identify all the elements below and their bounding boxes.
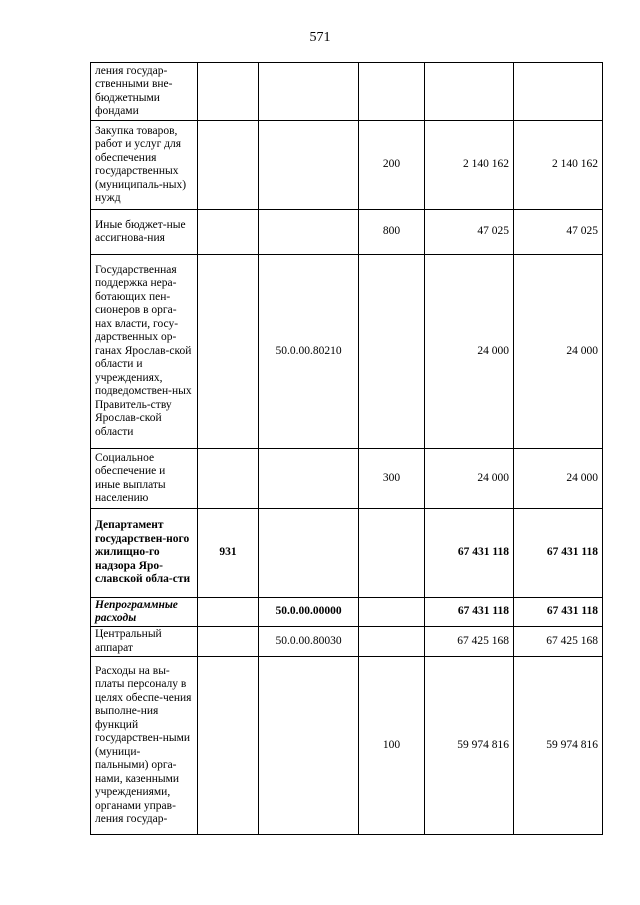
row-amount-2-cell: 59 974 816	[514, 657, 603, 835]
table-row	[91, 598, 603, 627]
row-department-code-cell	[198, 598, 259, 627]
row-department-code-cell	[198, 657, 259, 835]
row-name-cell: Непрограммные расходы	[91, 598, 198, 627]
row-expense-type-cell: 300	[359, 449, 425, 509]
table-row	[91, 121, 603, 210]
table-row	[91, 63, 603, 121]
row-target-code-cell: 50.0.00.80030	[259, 627, 359, 657]
row-amount-2-cell	[514, 63, 603, 121]
row-expense-type-cell	[359, 63, 425, 121]
row-amount-2-cell: 47 025	[514, 210, 603, 255]
row-expense-type-cell	[359, 509, 425, 598]
row-expense-type-cell	[359, 627, 425, 657]
row-target-code-cell	[259, 210, 359, 255]
row-expense-type-cell: 100	[359, 657, 425, 835]
row-target-code-cell	[259, 657, 359, 835]
row-target-code-cell: 50.0.00.00000	[259, 598, 359, 627]
table-row	[91, 627, 603, 657]
table-row	[91, 255, 603, 449]
row-amount-2-cell: 67 425 168	[514, 627, 603, 657]
row-name-cell: ления государ-ственными вне-бюджетными фондами	[91, 63, 198, 121]
row-target-code-cell	[259, 63, 359, 121]
row-target-code-cell	[259, 121, 359, 210]
row-name-cell: Социальное обеспечение и иные выплаты населению	[91, 449, 198, 509]
row-amount-2-cell: 24 000	[514, 255, 603, 449]
row-target-code-cell	[259, 449, 359, 509]
row-amount-2-cell: 2 140 162	[514, 121, 603, 210]
row-amount-1-cell	[425, 63, 514, 121]
row-amount-1-cell: 59 974 816	[425, 657, 514, 835]
table-row	[91, 210, 603, 255]
row-department-code-cell: 931	[198, 509, 259, 598]
row-expense-type-cell: 200	[359, 121, 425, 210]
row-department-code-cell	[198, 121, 259, 210]
page-number: 571	[309, 30, 331, 45]
row-name-cell: Департамент государствен-ного жилищно-го надзора Яро-славской обла-сти	[91, 509, 198, 598]
row-name-cell: Государственная поддержка нера-ботающих пен-сионеров в орга-нах власти, госу-дарственных ор-ганах Ярослав-ской области и учреждениях, подведомствен-ных Правитель-ству Ярослав-ской области	[91, 255, 198, 449]
row-target-code-cell: 50.0.00.80210	[259, 255, 359, 449]
row-department-code-cell	[198, 449, 259, 509]
row-amount-1-cell: 47 025	[425, 210, 514, 255]
row-name-cell: Расходы на вы-платы персоналу в целях обеспе-чения выполне-ния функций государствен-ными (муници-пальными) орга-нами, казенными учреждениями, органами управ-ления государ-	[91, 657, 198, 835]
row-name-cell: Иные бюджет-ные ассигнова-ния	[91, 210, 198, 255]
row-department-code-cell	[198, 210, 259, 255]
row-amount-2-cell: 67 431 118	[514, 509, 603, 598]
row-expense-type-cell: 800	[359, 210, 425, 255]
row-target-code-cell	[259, 509, 359, 598]
row-expense-type-cell	[359, 598, 425, 627]
budget-table	[90, 62, 603, 835]
row-amount-1-cell: 67 425 168	[425, 627, 514, 657]
row-amount-1-cell: 67 431 118	[425, 598, 514, 627]
row-expense-type-cell	[359, 255, 425, 449]
row-amount-1-cell: 24 000	[425, 449, 514, 509]
row-amount-1-cell: 24 000	[425, 255, 514, 449]
row-department-code-cell	[198, 63, 259, 121]
row-department-code-cell	[198, 255, 259, 449]
row-amount-2-cell: 24 000	[514, 449, 603, 509]
table-row	[91, 509, 603, 598]
row-name-cell: Закупка товаров, работ и услуг для обеспечения государственных (муниципаль-ных) нужд	[91, 121, 198, 210]
row-amount-1-cell: 67 431 118	[425, 509, 514, 598]
row-department-code-cell	[198, 627, 259, 657]
table-row	[91, 449, 603, 509]
row-amount-2-cell: 67 431 118	[514, 598, 603, 627]
row-name-cell: Центральный аппарат	[91, 627, 198, 657]
row-amount-1-cell: 2 140 162	[425, 121, 514, 210]
table-row	[91, 657, 603, 835]
